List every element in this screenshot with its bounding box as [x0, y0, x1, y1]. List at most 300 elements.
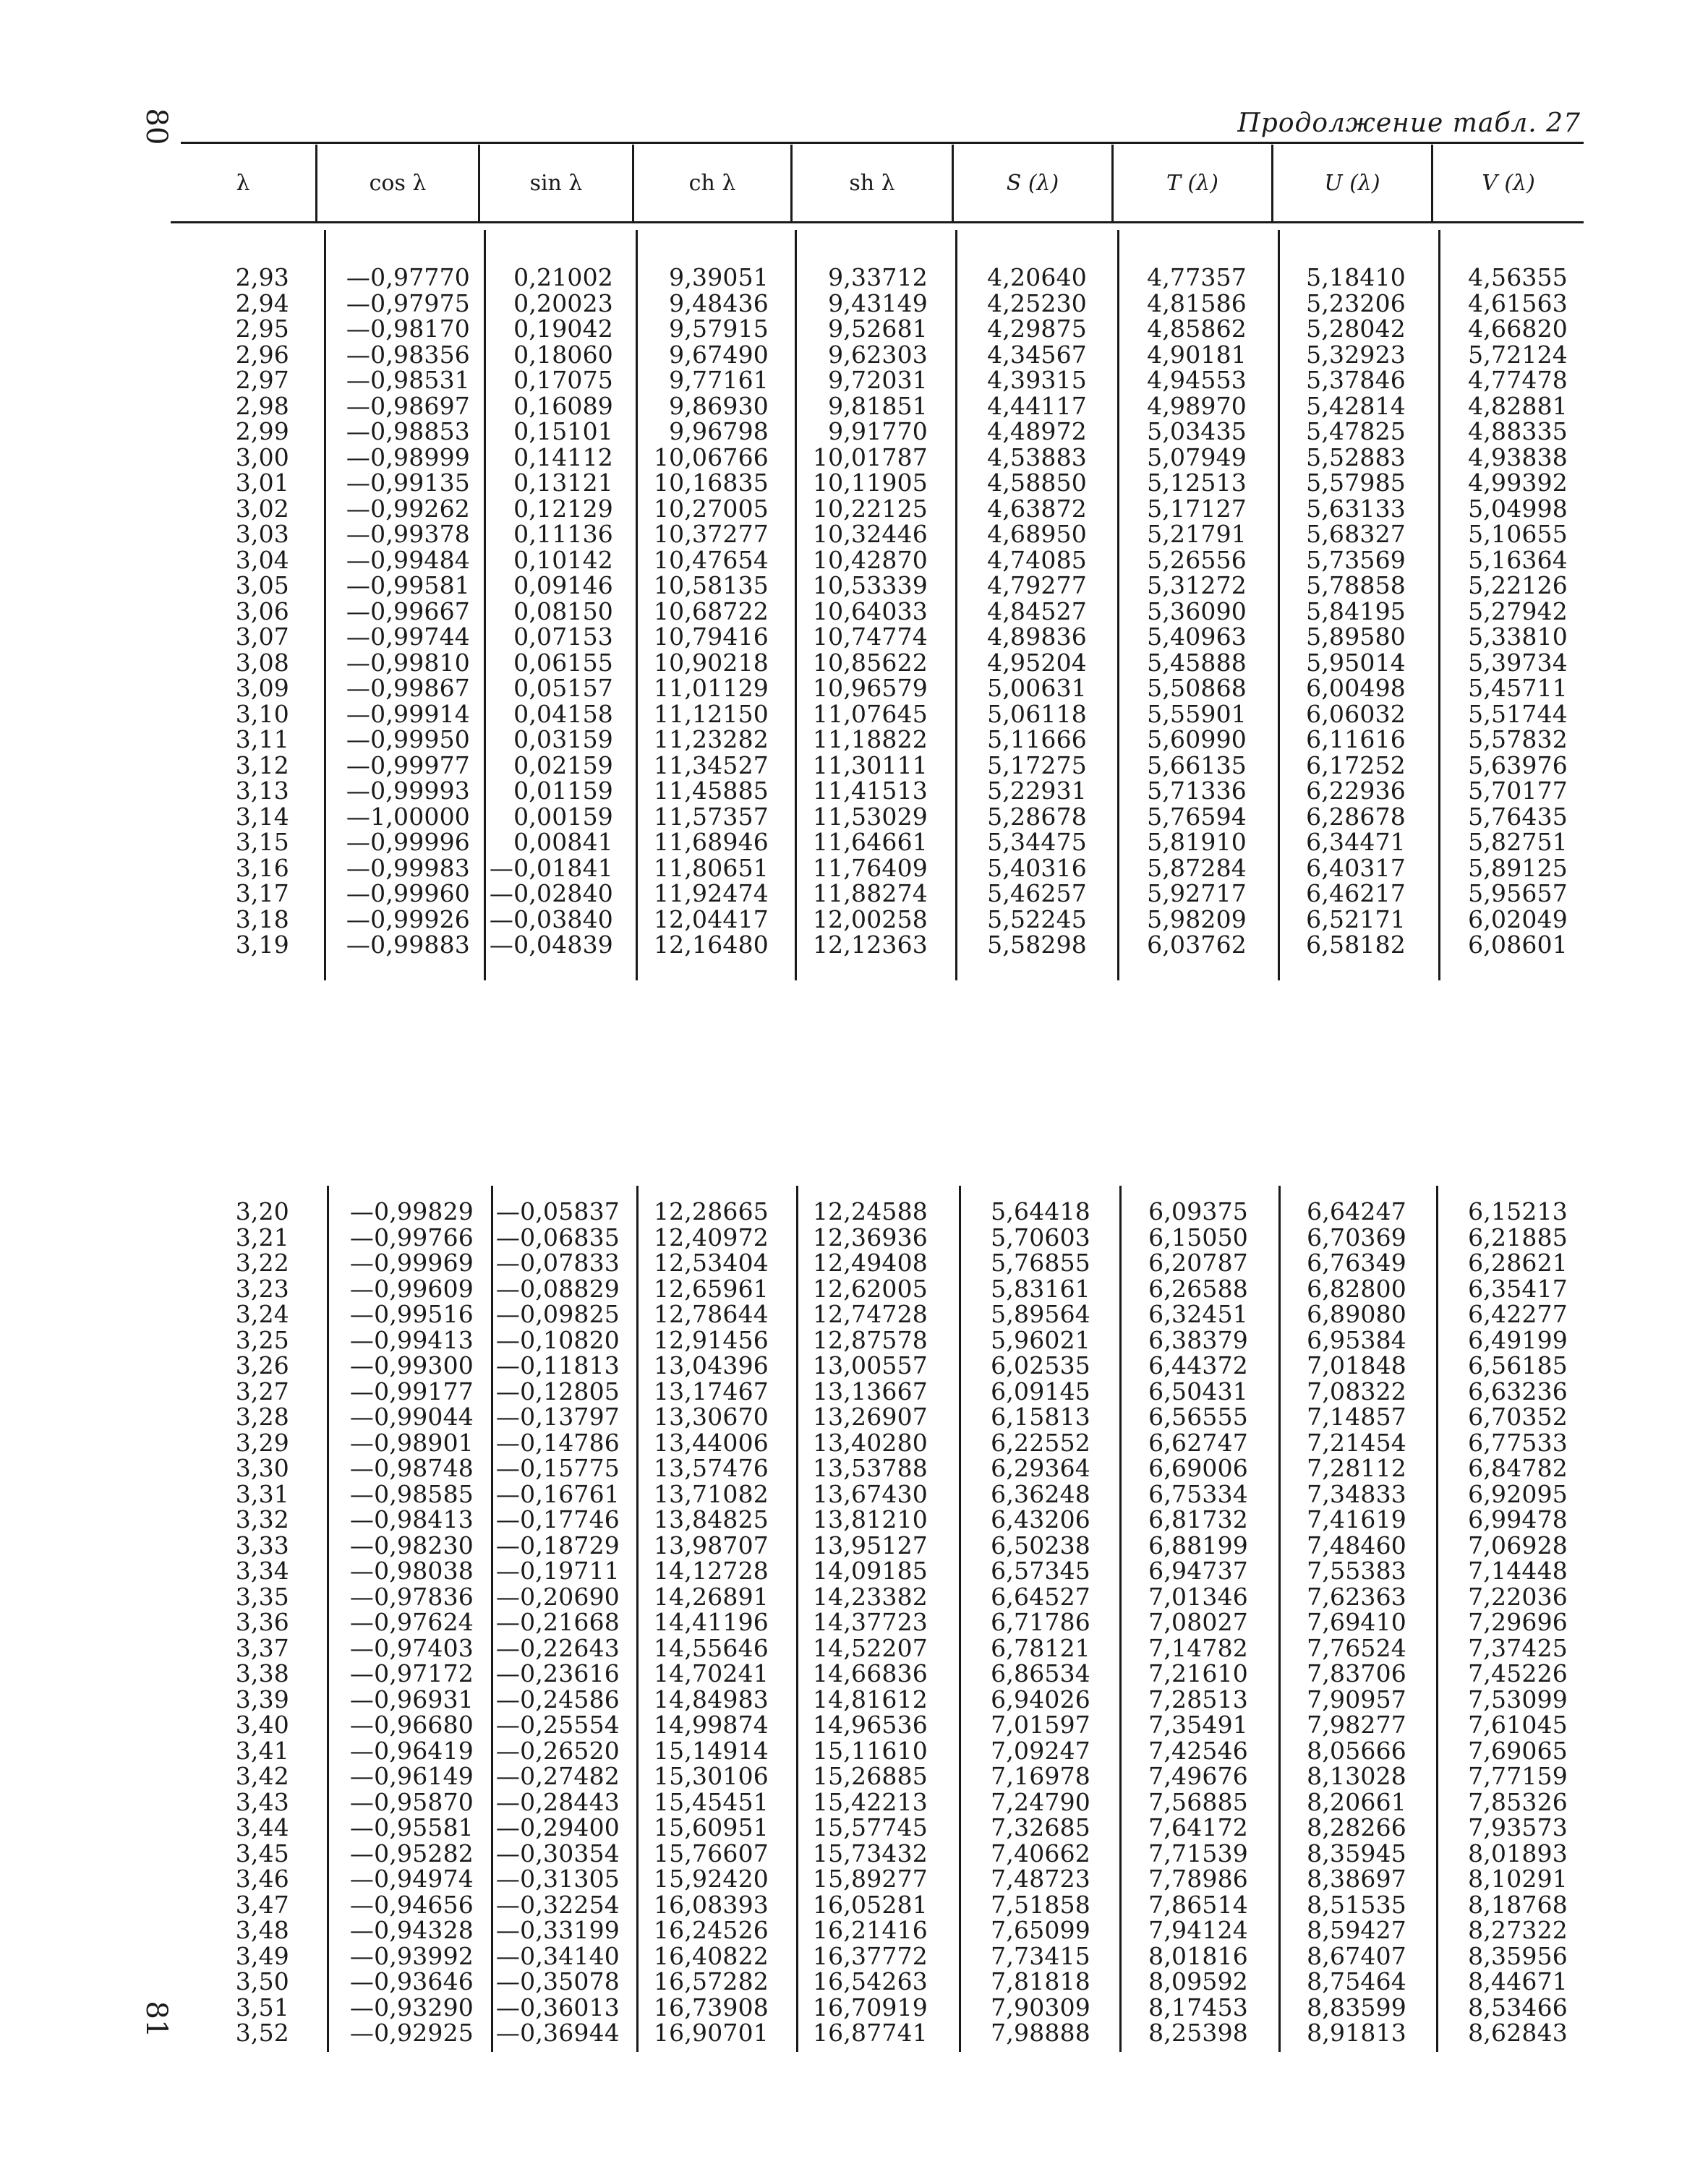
cell-s: 5,06118 — [987, 699, 1087, 728]
table-row — [0, 288, 1708, 317]
cell-lambda: 3,33 — [235, 1531, 289, 1560]
cell-sh: 15,26885 — [812, 1762, 928, 1790]
cell-s: 4,89836 — [987, 623, 1087, 651]
cell-sh: 10,53339 — [812, 571, 928, 599]
cell-ch: 9,48436 — [669, 288, 769, 317]
cell-ch: 11,23282 — [653, 725, 769, 753]
cell-t: 5,26556 — [1147, 545, 1247, 574]
cell-sh: 10,64033 — [812, 596, 928, 625]
cell-t: 6,03762 — [1147, 931, 1247, 959]
cell-v: 4,61563 — [1468, 288, 1568, 317]
cell-u: 8,59427 — [1307, 1916, 1406, 1944]
cell-s: 6,94026 — [991, 1685, 1090, 1714]
cell-t: 6,20787 — [1148, 1249, 1248, 1277]
cell-s: 4,48972 — [987, 417, 1087, 445]
cell-sin: —0,19711 — [495, 1557, 620, 1585]
cell-sh: 11,07645 — [812, 699, 928, 728]
cell-lambda: 3,27 — [235, 1377, 289, 1406]
table-row — [0, 1687, 1708, 1713]
cell-cos: —0,94328 — [349, 1916, 474, 1944]
cell-t: 5,87284 — [1147, 853, 1247, 882]
table-row — [0, 904, 1708, 933]
cell-v: 6,35417 — [1468, 1274, 1568, 1303]
header-ch: ch λ — [688, 170, 736, 196]
cell-t: 6,26588 — [1148, 1274, 1248, 1303]
cell-lambda: 3,07 — [235, 623, 289, 651]
cell-u: 7,90957 — [1307, 1685, 1406, 1714]
table-row — [0, 1353, 1708, 1379]
cell-s: 4,39315 — [987, 366, 1087, 394]
cell-lambda: 2,97 — [235, 366, 289, 394]
cell-v: 4,82881 — [1468, 391, 1568, 420]
cell-t: 6,38379 — [1148, 1325, 1248, 1354]
cell-sin: 0,18060 — [513, 340, 613, 369]
cell-u: 5,23206 — [1306, 288, 1406, 317]
cell-cos: —0,99969 — [349, 1249, 474, 1277]
cell-lambda: 2,98 — [235, 391, 289, 420]
cell-cos: —0,99262 — [346, 494, 470, 523]
cell-t: 5,92717 — [1147, 879, 1247, 907]
cell-sh: 10,22125 — [812, 494, 928, 523]
cell-sin: —0,20690 — [495, 1582, 620, 1611]
table-row — [0, 1327, 1708, 1353]
cell-ch: 11,57357 — [653, 802, 769, 831]
cell-s: 6,50238 — [991, 1531, 1090, 1560]
cell-t: 5,71336 — [1147, 777, 1247, 805]
cell-s: 4,95204 — [987, 648, 1087, 677]
cell-lambda: 3,50 — [235, 1967, 289, 1995]
cell-u: 5,28042 — [1306, 315, 1406, 343]
cell-lambda: 3,24 — [235, 1300, 289, 1328]
cell-lambda: 3,30 — [235, 1454, 289, 1482]
cell-s: 6,57345 — [991, 1557, 1090, 1585]
cell-sin: 0,00159 — [513, 802, 613, 831]
cell-v: 7,53099 — [1468, 1685, 1568, 1714]
cell-v: 7,37425 — [1468, 1633, 1568, 1662]
cell-u: 6,82800 — [1307, 1274, 1406, 1303]
cell-sh: 13,95127 — [812, 1531, 928, 1560]
cell-sh: 15,11610 — [812, 1736, 928, 1765]
cell-u: 6,28678 — [1306, 802, 1406, 831]
table-row — [0, 2020, 1708, 2046]
cell-t: 7,64172 — [1148, 1813, 1248, 1841]
table-row — [0, 1276, 1708, 1302]
cell-s: 7,32685 — [991, 1813, 1090, 1841]
cell-v: 4,88335 — [1468, 417, 1568, 445]
cell-sin: —0,12805 — [495, 1377, 620, 1406]
cell-s: 5,28678 — [987, 802, 1087, 831]
cell-t: 6,09375 — [1148, 1197, 1248, 1225]
cell-t: 7,08027 — [1148, 1608, 1248, 1636]
cell-cos: —0,98230 — [349, 1531, 474, 1560]
table-row — [0, 1225, 1708, 1251]
cell-lambda: 3,17 — [235, 879, 289, 907]
table-caption: Продолжение табл. 27 — [1237, 108, 1581, 138]
cell-t: 8,17453 — [1148, 1993, 1248, 2022]
cell-s: 6,86534 — [991, 1659, 1090, 1687]
table-row — [0, 727, 1708, 753]
cell-ch: 16,90701 — [653, 2019, 769, 2047]
cell-t: 5,17127 — [1147, 494, 1247, 523]
cell-t: 4,81586 — [1147, 288, 1247, 317]
cell-cos: —0,98748 — [349, 1454, 474, 1482]
cell-u: 7,08322 — [1307, 1377, 1406, 1406]
cell-v: 5,63976 — [1468, 750, 1568, 779]
cell-u: 7,48460 — [1307, 1531, 1406, 1560]
cell-t: 6,69006 — [1148, 1454, 1248, 1482]
table-row — [0, 932, 1708, 958]
cell-lambda: 3,46 — [235, 1865, 289, 1893]
cell-ch: 9,57915 — [669, 315, 769, 343]
cell-t: 7,35491 — [1148, 1711, 1248, 1739]
cell-u: 8,91813 — [1307, 2019, 1406, 2047]
cell-v: 6,56185 — [1468, 1351, 1568, 1379]
cell-cos: —0,99177 — [349, 1377, 474, 1406]
cell-s: 7,51858 — [991, 1890, 1090, 1919]
cell-cos: —0,99950 — [346, 725, 470, 753]
cell-sin: 0,17075 — [513, 366, 613, 394]
cell-t: 6,15050 — [1148, 1223, 1248, 1252]
cell-sh: 12,36936 — [812, 1223, 928, 1252]
cell-lambda: 3,39 — [235, 1685, 289, 1714]
cell-lambda: 2,99 — [235, 417, 289, 445]
table-row — [0, 804, 1708, 830]
cell-lambda: 3,01 — [235, 469, 289, 497]
cell-v: 5,72124 — [1468, 340, 1568, 369]
cell-ch: 15,76607 — [653, 1839, 769, 1868]
cell-v: 7,61045 — [1468, 1711, 1568, 1739]
cell-ch: 15,14914 — [653, 1736, 769, 1765]
cell-v: 5,89125 — [1468, 853, 1568, 882]
cell-lambda: 3,18 — [235, 904, 289, 933]
cell-t: 5,60990 — [1147, 725, 1247, 753]
cell-t: 6,50431 — [1148, 1377, 1248, 1406]
cell-sin: 0,14112 — [513, 442, 613, 471]
cell-ch: 11,34527 — [653, 750, 769, 779]
cell-ch: 14,84983 — [653, 1685, 769, 1714]
cell-lambda: 3,28 — [235, 1403, 289, 1431]
cell-u: 8,75464 — [1307, 1967, 1406, 1995]
cell-s: 5,52245 — [987, 904, 1087, 933]
cell-ch: 11,45885 — [653, 777, 769, 805]
cell-u: 7,21454 — [1307, 1428, 1406, 1457]
cell-v: 7,14448 — [1468, 1557, 1568, 1585]
cell-v: 5,95657 — [1468, 879, 1568, 907]
cell-sin: 0,13121 — [513, 469, 613, 497]
cell-sh: 9,43149 — [828, 288, 928, 317]
cell-lambda: 3,38 — [235, 1659, 289, 1687]
cell-sin: 0,03159 — [513, 725, 613, 753]
cell-s: 5,22931 — [987, 777, 1087, 805]
cell-cos: —0,99581 — [346, 571, 470, 599]
cell-t: 5,21791 — [1147, 520, 1247, 548]
cell-lambda: 3,44 — [235, 1813, 289, 1841]
cell-cos: —0,97172 — [349, 1659, 474, 1687]
cell-cos: —0,99378 — [346, 520, 470, 548]
cell-u: 5,78858 — [1306, 571, 1406, 599]
cell-v: 8,44671 — [1468, 1967, 1568, 1995]
cell-sh: 15,89277 — [812, 1865, 928, 1893]
cell-sin: —0,21668 — [495, 1608, 620, 1636]
cell-t: 7,56885 — [1148, 1787, 1248, 1816]
cell-cos: —0,96419 — [349, 1736, 474, 1765]
cell-t: 6,88199 — [1148, 1531, 1248, 1560]
cell-t: 6,81732 — [1148, 1505, 1248, 1533]
cell-t: 8,01816 — [1148, 1941, 1248, 1970]
cell-t: 7,21610 — [1148, 1659, 1248, 1687]
cell-u: 6,89080 — [1307, 1300, 1406, 1328]
table-row — [0, 547, 1708, 573]
cell-ch: 14,70241 — [653, 1659, 769, 1687]
cell-v: 5,76435 — [1468, 802, 1568, 831]
cell-ch: 14,55646 — [653, 1633, 769, 1662]
cell-cos: —0,99484 — [346, 545, 470, 574]
cell-cos: —0,98038 — [349, 1557, 474, 1585]
cell-ch: 12,53404 — [653, 1249, 769, 1277]
cell-sin: —0,28443 — [495, 1787, 620, 1816]
cell-t: 4,90181 — [1147, 340, 1247, 369]
cell-ch: 13,71082 — [653, 1479, 769, 1508]
cell-ch: 15,30106 — [653, 1762, 769, 1790]
cell-ch: 11,80651 — [653, 853, 769, 882]
cell-u: 6,22936 — [1306, 777, 1406, 805]
cell-cos: —0,99766 — [349, 1223, 474, 1252]
cell-u: 5,89580 — [1306, 623, 1406, 651]
cell-u: 7,34833 — [1307, 1479, 1406, 1508]
cell-lambda: 3,21 — [235, 1223, 289, 1252]
cell-sin: 0,16089 — [513, 391, 613, 420]
cell-sh: 14,37723 — [812, 1608, 928, 1636]
table-row — [0, 1430, 1708, 1456]
cell-s: 5,83161 — [991, 1274, 1090, 1303]
cell-ch: 15,60951 — [653, 1813, 769, 1841]
cell-v: 5,45711 — [1468, 674, 1568, 702]
cell-u: 5,42814 — [1306, 391, 1406, 420]
cell-lambda: 3,45 — [235, 1839, 289, 1868]
cell-u: 7,41619 — [1307, 1505, 1406, 1533]
cell-s: 5,34475 — [987, 828, 1087, 856]
cell-sin: —0,14786 — [495, 1428, 620, 1457]
cell-cos: —0,99829 — [349, 1197, 474, 1225]
table-row — [0, 1404, 1708, 1430]
cell-t: 5,66135 — [1147, 750, 1247, 779]
cell-v: 7,29696 — [1468, 1608, 1568, 1636]
cell-cos: —0,99883 — [346, 931, 470, 959]
cell-s: 4,58850 — [987, 469, 1087, 497]
cell-ch: 14,12728 — [653, 1557, 769, 1585]
cell-s: 4,84527 — [987, 596, 1087, 625]
cell-cos: —0,95581 — [349, 1813, 474, 1841]
cell-cos: —0,99977 — [346, 750, 470, 779]
cell-lambda: 3,47 — [235, 1890, 289, 1919]
cell-u: 5,57985 — [1306, 469, 1406, 497]
cell-lambda: 3,31 — [235, 1479, 289, 1508]
cell-t: 7,49676 — [1148, 1762, 1248, 1790]
cell-lambda: 3,19 — [235, 931, 289, 959]
cell-cos: —0,99609 — [349, 1274, 474, 1303]
cell-sin: 0,15101 — [513, 417, 613, 445]
cell-ch: 12,91456 — [653, 1325, 769, 1354]
cell-cos: —0,97624 — [349, 1608, 474, 1636]
cell-u: 6,76349 — [1307, 1249, 1406, 1277]
cell-u: 6,58182 — [1306, 931, 1406, 959]
cell-u: 8,67407 — [1307, 1941, 1406, 1970]
cell-v: 6,49199 — [1468, 1325, 1568, 1354]
bottom-page-number: 81 — [140, 2001, 173, 2038]
cell-s: 5,89564 — [991, 1300, 1090, 1328]
cell-v: 8,53466 — [1468, 1993, 1568, 2022]
cell-t: 6,44372 — [1148, 1351, 1248, 1379]
cell-cos: —0,99993 — [346, 777, 470, 805]
table-row — [0, 1507, 1708, 1533]
cell-s: 7,65099 — [991, 1916, 1090, 1944]
cell-ch: 15,92420 — [653, 1865, 769, 1893]
cell-v: 5,22126 — [1468, 571, 1568, 599]
cell-cos: —0,99810 — [346, 648, 470, 677]
cell-u: 8,38697 — [1307, 1865, 1406, 1893]
cell-cos: —0,98697 — [346, 391, 470, 420]
cell-u: 7,98277 — [1307, 1711, 1406, 1739]
cell-sin: 0,01159 — [513, 777, 613, 805]
cell-sh: 16,21416 — [812, 1916, 928, 1944]
cell-s: 4,25230 — [987, 288, 1087, 317]
table-row — [0, 855, 1708, 881]
cell-ch: 13,57476 — [653, 1454, 769, 1482]
cell-s: 5,70603 — [991, 1223, 1090, 1252]
cell-cos: —0,96931 — [349, 1685, 474, 1714]
cell-t: 5,12513 — [1147, 469, 1247, 497]
cell-sh: 13,67430 — [812, 1479, 928, 1508]
cell-v: 7,69065 — [1468, 1736, 1568, 1765]
cell-u: 6,64247 — [1307, 1197, 1406, 1225]
cell-cos: —0,94656 — [349, 1890, 474, 1919]
cell-u: 8,13028 — [1307, 1762, 1406, 1790]
cell-s: 7,24790 — [991, 1787, 1090, 1816]
cell-cos: —0,93646 — [349, 1967, 474, 1995]
cell-t: 7,71539 — [1148, 1839, 1248, 1868]
cell-u: 6,06032 — [1306, 699, 1406, 728]
table-row — [0, 1789, 1708, 1815]
table-row — [0, 1738, 1708, 1764]
cell-t: 6,94737 — [1148, 1557, 1248, 1585]
cell-cos: —0,99926 — [346, 904, 470, 933]
cell-v: 7,77159 — [1468, 1762, 1568, 1790]
cell-cos: —0,93290 — [349, 1993, 474, 2022]
cell-ch: 12,65961 — [653, 1274, 769, 1303]
cell-ch: 13,17467 — [653, 1377, 769, 1406]
cell-lambda: 3,52 — [235, 2019, 289, 2047]
cell-s: 5,76855 — [991, 1249, 1090, 1277]
cell-cos: —0,99867 — [346, 674, 470, 702]
cell-cos: —0,99135 — [346, 469, 470, 497]
cell-u: 5,95014 — [1306, 648, 1406, 677]
cell-lambda: 3,10 — [235, 699, 289, 728]
cell-t: 8,25398 — [1148, 2019, 1248, 2047]
cell-sin: —0,36013 — [495, 1993, 620, 2022]
cell-sh: 14,81612 — [812, 1685, 928, 1714]
cell-ch: 16,08393 — [653, 1890, 769, 1919]
table-row — [0, 1661, 1708, 1687]
cell-v: 4,93838 — [1468, 442, 1568, 471]
cell-sh: 12,49408 — [812, 1249, 928, 1277]
cell-lambda: 3,12 — [235, 750, 289, 779]
cell-s: 7,01597 — [991, 1711, 1090, 1739]
cell-lambda: 3,06 — [235, 596, 289, 625]
cell-sh: 14,23382 — [812, 1582, 928, 1611]
header-U: U (λ) — [1324, 170, 1380, 196]
cell-u: 7,28112 — [1307, 1454, 1406, 1482]
cell-s: 5,46257 — [987, 879, 1087, 907]
cell-cos: —0,97975 — [346, 288, 470, 317]
table-row — [0, 367, 1708, 393]
cell-v: 8,10291 — [1468, 1865, 1568, 1893]
cell-sh: 14,96536 — [812, 1711, 928, 1739]
cell-u: 6,52171 — [1306, 904, 1406, 933]
cell-v: 5,33810 — [1468, 623, 1568, 651]
cell-s: 6,78121 — [991, 1633, 1090, 1662]
cell-t: 6,32451 — [1148, 1300, 1248, 1328]
cell-cos: —0,99960 — [346, 879, 470, 907]
cell-cos: —0,98999 — [346, 442, 470, 471]
cell-t: 7,94124 — [1148, 1916, 1248, 1944]
cell-sh: 14,52207 — [812, 1633, 928, 1662]
cell-v: 6,02049 — [1468, 904, 1568, 933]
cell-ch: 13,44006 — [653, 1428, 769, 1457]
cell-t: 4,77357 — [1147, 263, 1247, 291]
cell-t: 6,75334 — [1148, 1479, 1248, 1508]
cell-t: 4,98970 — [1147, 391, 1247, 420]
table-row — [0, 881, 1708, 907]
cell-v: 6,70352 — [1468, 1403, 1568, 1431]
cell-sh: 16,87741 — [812, 2019, 928, 2047]
cell-ch: 12,40972 — [653, 1223, 769, 1252]
cell-s: 5,96021 — [991, 1325, 1090, 1354]
cell-sin: —0,25554 — [495, 1711, 620, 1739]
cell-cos: —0,97836 — [349, 1582, 474, 1611]
cell-s: 5,00631 — [987, 674, 1087, 702]
table-row — [0, 675, 1708, 701]
table-row — [0, 778, 1708, 804]
cell-sin: —0,22643 — [495, 1633, 620, 1662]
table-row — [0, 1969, 1708, 1995]
cell-t: 5,31272 — [1147, 571, 1247, 599]
cell-u: 5,84195 — [1306, 596, 1406, 625]
cell-sh: 11,41513 — [812, 777, 928, 805]
cell-lambda: 3,13 — [235, 777, 289, 805]
cell-sin: 0,06155 — [513, 648, 613, 677]
cell-ch: 14,26891 — [653, 1582, 769, 1611]
table-row — [0, 701, 1708, 727]
cell-u: 5,68327 — [1306, 520, 1406, 548]
cell-sh: 10,85622 — [812, 648, 928, 677]
cell-sin: —0,36944 — [495, 2019, 620, 2047]
cell-s: 7,48723 — [991, 1865, 1090, 1893]
cell-sin: —0,16761 — [495, 1479, 620, 1508]
cell-t: 5,03435 — [1147, 417, 1247, 445]
cell-sh: 15,42213 — [812, 1787, 928, 1816]
cell-sh: 15,57745 — [812, 1813, 928, 1841]
table-row — [0, 1609, 1708, 1635]
cell-lambda: 3,16 — [235, 853, 289, 882]
cell-sh: 12,12363 — [812, 931, 928, 959]
cell-lambda: 3,51 — [235, 1993, 289, 2022]
cell-sh: 10,11905 — [812, 469, 928, 497]
cell-s: 4,53883 — [987, 442, 1087, 471]
table-row — [0, 1892, 1708, 1918]
cell-lambda: 3,15 — [235, 828, 289, 856]
cell-cos: —0,98413 — [349, 1505, 474, 1533]
cell-sh: 10,42870 — [812, 545, 928, 574]
